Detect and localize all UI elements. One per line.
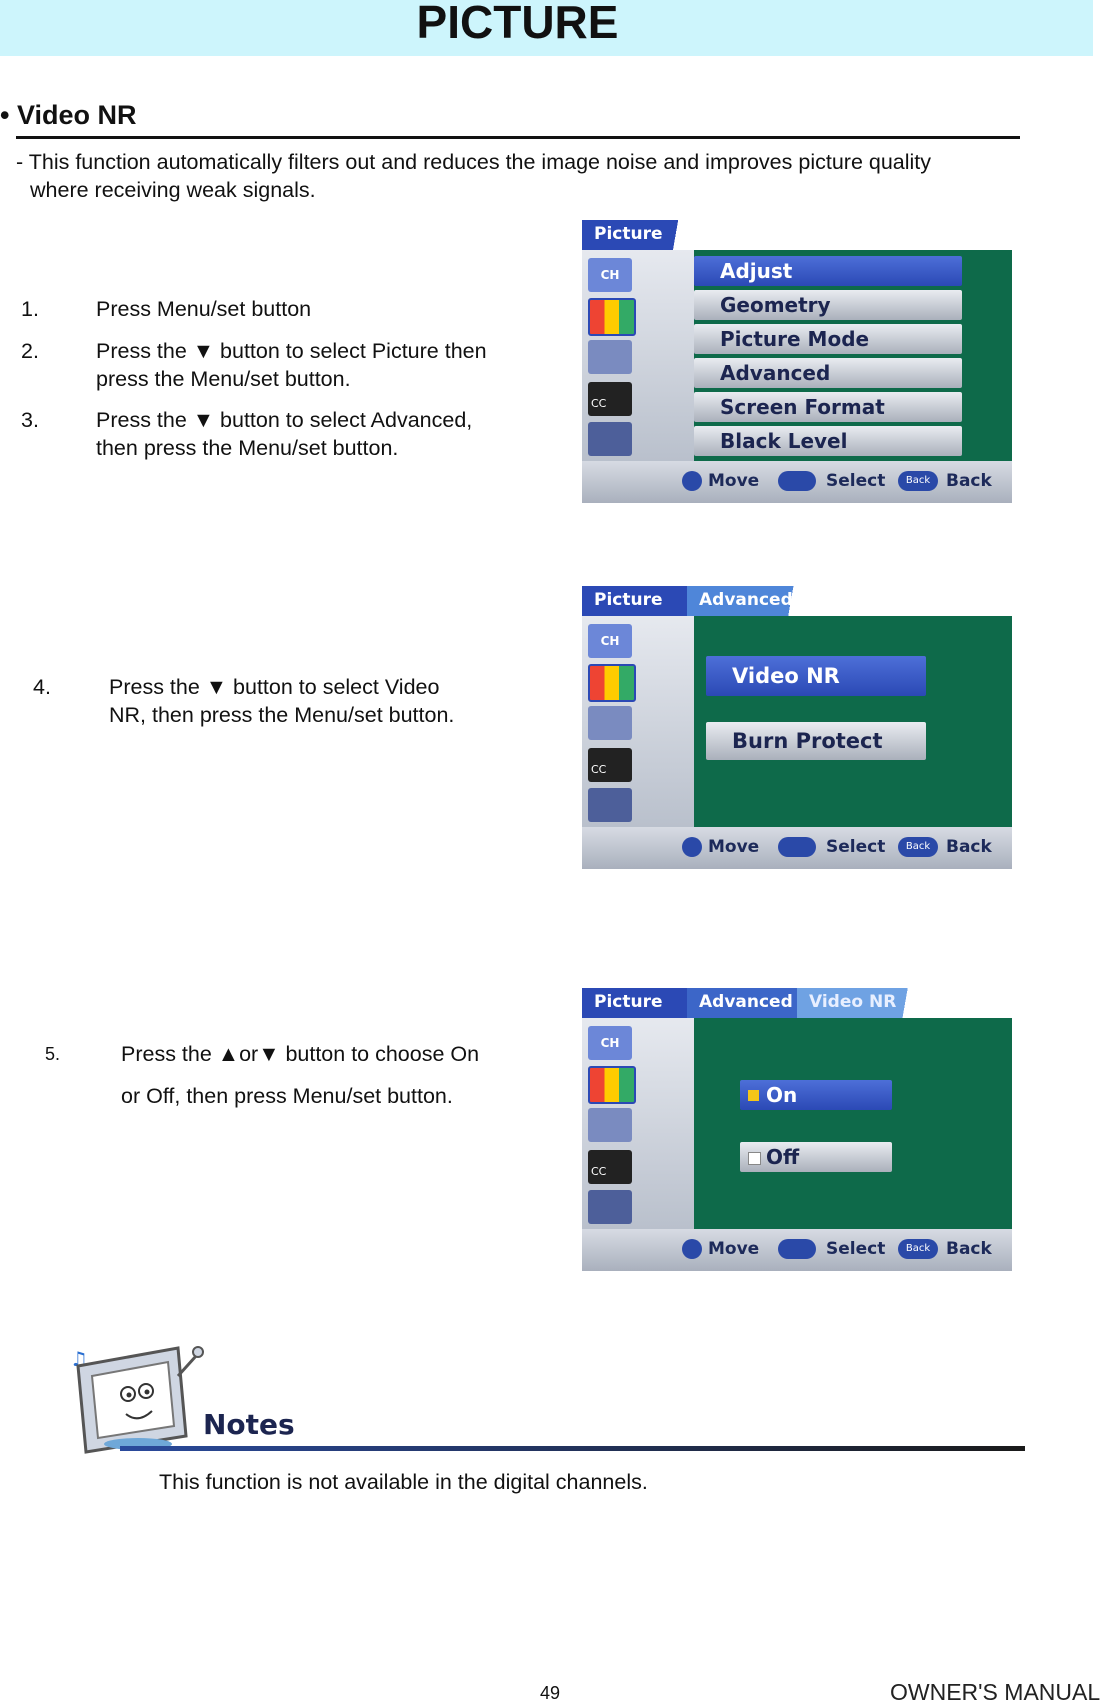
page-number: 49 [540, 1683, 561, 1703]
tab-picture: Picture [582, 988, 687, 1018]
osd-footer [582, 1229, 1012, 1271]
step-text: Press the ▼ button to select Advanced, [96, 408, 473, 432]
move-icon [682, 471, 702, 491]
step-number: 2. [21, 339, 39, 363]
notes-label: Notes [203, 1408, 295, 1441]
osd-sidebar [582, 250, 694, 461]
menu-item-screen-format[interactable]: Screen Format [694, 392, 962, 422]
osd-footer [582, 461, 1012, 503]
menu-item-adjust[interactable]: Adjust [694, 256, 962, 286]
osd-screen-video-nr-menu [582, 988, 1012, 1271]
osd-sidebar [582, 1018, 694, 1229]
back-button-icon: Back [898, 471, 938, 491]
setup-icon [588, 1190, 632, 1224]
picture-icon [588, 664, 636, 702]
option-off-label: Off [766, 1145, 800, 1169]
enter-icon [778, 471, 816, 491]
sound-icon [588, 706, 632, 740]
step-text: Press the ▲or▼ button to choose On [121, 1042, 480, 1066]
menu-item-geometry[interactable]: Geometry [694, 290, 962, 320]
enter-icon [778, 837, 816, 857]
intro-line-2: where receiving weak signals. [30, 178, 316, 202]
step-text: or Off, then press Menu/set button. [121, 1084, 453, 1108]
footer-move: Move [708, 837, 760, 857]
caption-icon: CC [588, 1150, 632, 1184]
sound-icon [588, 340, 632, 374]
move-icon [682, 1239, 702, 1259]
channel-icon: CH [588, 258, 632, 292]
step-number: 3. [21, 408, 39, 432]
step-text: NR, then press the Menu/set button. [109, 703, 455, 727]
option-on[interactable] [740, 1080, 892, 1110]
section-title: • Video NR [0, 100, 137, 130]
manual-footer: OWNER'S MANUAL [890, 1679, 1101, 1705]
tv-mascot-icon [68, 1336, 208, 1454]
option-off[interactable] [740, 1142, 892, 1172]
setup-icon [588, 788, 632, 822]
sound-icon [588, 1108, 632, 1142]
step-text: Press Menu/set button [96, 297, 312, 321]
step-text: then press the Menu/set button. [96, 436, 399, 460]
page-title: PICTURE [416, 0, 619, 48]
back-button-icon: Back [898, 837, 938, 857]
notes-text: This function is not available in the digital channels. [159, 1470, 648, 1494]
move-icon [682, 837, 702, 857]
step-number: 1. [21, 297, 39, 321]
footer-move: Move [708, 471, 760, 491]
channel-icon: CH [588, 1026, 632, 1060]
picture-icon [588, 298, 636, 336]
footer-select: Select [826, 837, 886, 857]
footer-back: Back [946, 471, 992, 491]
channel-icon: CH [588, 624, 632, 658]
step-text: press the Menu/set button. [96, 367, 351, 391]
caption-icon: CC [588, 382, 632, 416]
caption-icon: CC [588, 748, 632, 782]
tab-advanced: Advanced [687, 586, 807, 616]
footer-back: Back [946, 837, 992, 857]
menu-item-video-nr[interactable]: Video NR [706, 656, 926, 696]
footer-select: Select [826, 471, 886, 491]
step-number: 4. [33, 675, 51, 699]
back-button-icon: Back [898, 1239, 938, 1259]
intro-line-1: - This function automatically filters out and reduces the image noise and improves picture quality [16, 150, 932, 174]
menu-item-black-level[interactable]: Black Level [694, 426, 962, 456]
notes-divider [120, 1446, 1025, 1451]
menu-item-burn-protect[interactable]: Burn Protect [706, 722, 926, 760]
tab-picture: Picture [582, 586, 687, 616]
osd-screen-advanced-menu [582, 586, 1012, 869]
enter-icon [778, 1239, 816, 1259]
tab-video-nr: Video NR [797, 988, 922, 1018]
section-intro [16, 148, 1016, 204]
footer-move: Move [708, 1239, 760, 1259]
footer-select: Select [826, 1239, 886, 1259]
osd-footer [582, 827, 1012, 869]
menu-item-advanced[interactable]: Advanced [694, 358, 962, 388]
step-text: Press the ▼ button to select Picture then [96, 339, 487, 363]
option-on-label: On [766, 1083, 798, 1107]
footer-back: Back [946, 1239, 992, 1259]
selected-dot-icon [748, 1090, 759, 1101]
step-number: 5. [45, 1044, 61, 1064]
picture-icon [588, 1066, 636, 1104]
osd-screen-picture-menu [582, 220, 1012, 503]
svg-text:♫: ♫ [70, 1347, 88, 1371]
tab-advanced: Advanced [687, 988, 797, 1018]
section-divider [16, 136, 1020, 139]
setup-icon [588, 422, 632, 456]
osd-sidebar [582, 616, 694, 827]
menu-item-picture-mode[interactable]: Picture Mode [694, 324, 962, 354]
unselected-dot-icon [748, 1152, 761, 1165]
step-text: Press the ▼ button to select Video [109, 675, 440, 699]
tab-picture: Picture [582, 220, 697, 250]
